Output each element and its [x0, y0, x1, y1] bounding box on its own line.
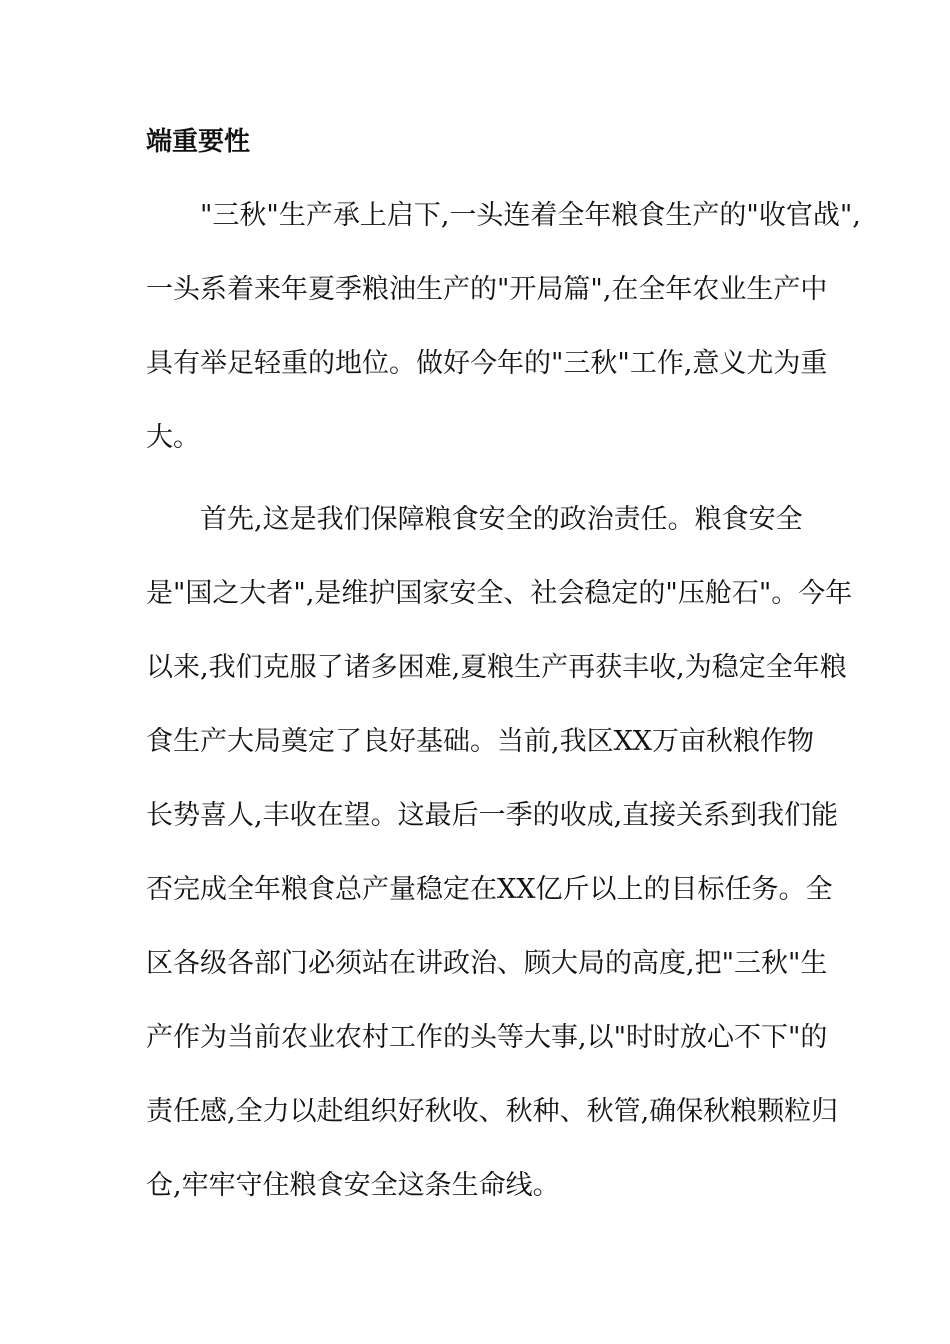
paragraph-line: 以来,我们克服了诸多困难,夏粮生产再获丰收,为稳定全年粮: [146, 652, 847, 683]
paragraph-line: 否完成全年粮食总产量稳定在XX亿斤以上的目标任务。全: [146, 874, 833, 905]
paragraph-line: 首先,这是我们保障粮食安全的政治责任。粮食安全: [200, 504, 803, 535]
paragraph-line: 一头系着来年夏季粮油生产的"开局篇",在全年农业生产中: [146, 274, 828, 305]
paragraph-line: 具有举足轻重的地位。做好今年的"三秋"工作,意义尤为重: [146, 348, 828, 379]
paragraph-line: 大。: [146, 422, 200, 453]
paragraph-line: 是"国之大者",是维护国家安全、社会稳定的"压舱石"。今年: [146, 578, 853, 609]
paragraph-line: "三秋"生产承上启下,一头连着全年粮食生产的"收官战",: [200, 200, 861, 231]
paragraph-line: 长势喜人,丰收在望。这最后一季的收成,直接关系到我们能: [146, 800, 839, 831]
paragraph-line: 产作为当前农业农村工作的头等大事,以"时时放心不下"的: [146, 1022, 828, 1053]
section-heading: 端重要性: [146, 127, 251, 157]
paragraph-line: 责任感,全力以赴组织好秋收、秋种、秋管,确保秋粮颗粒归: [146, 1096, 839, 1127]
paragraph-line: 仓,牢牢守住粮食安全这条生命线。: [146, 1170, 560, 1201]
paragraph-line: 食生产大局奠定了良好基础。当前,我区XX万亩秋粮作物: [146, 726, 815, 757]
paragraph-line: 区各级各部门必须站在讲政治、顾大局的高度,把"三秋"生: [146, 948, 828, 979]
